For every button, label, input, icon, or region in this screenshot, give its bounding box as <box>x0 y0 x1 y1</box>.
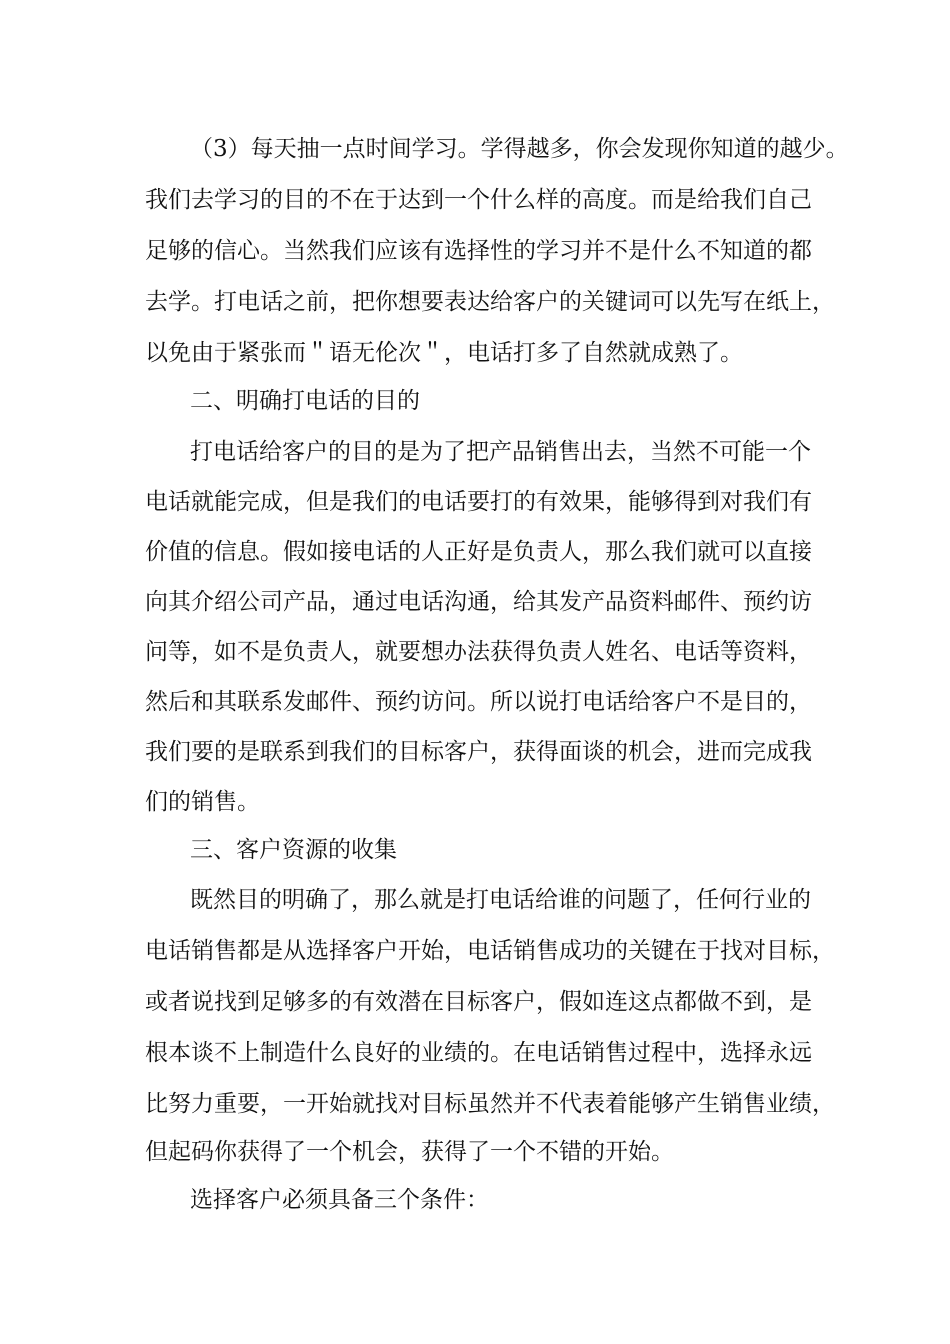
paragraph-line: 或者说找到足够多的有效潜在目标客户，假如连这点都做不到，是 <box>145 989 812 1015</box>
paragraph-line: 根本谈不上制造什么良好的业绩的。在电话销售过程中，选择永远 <box>145 1040 812 1066</box>
paragraph-line: 选择客户必须具备三个条件： <box>190 1187 489 1213</box>
paragraph-line: 电话销售都是从选择客户开始，电话销售成功的关键在于找对目标， <box>145 938 835 964</box>
paragraph-line: 们的销售。 <box>145 789 260 815</box>
paragraph-line: 打电话给客户的目的是为了把产品销售出去，当然不可能一个 <box>190 439 811 465</box>
paragraph-line: （3）每天抽一点时间学习。学得越多，你会发现你知道的越少。 <box>190 136 849 162</box>
paragraph-line: 我们要的是联系到我们的目标客户，获得面谈的机会，进而完成我 <box>145 739 812 765</box>
paragraph-line: 既然目的明确了，那么就是打电话给谁的问题了，任何行业的 <box>190 887 811 913</box>
paragraph-line: 问等，如不是负责人，就要想办法获得负责人姓名、电话等资料， <box>145 639 812 665</box>
paragraph-line: 以免由于紧张而＂语无伦次＂，电话打多了自然就成熟了。 <box>145 340 743 366</box>
section-heading: 三、客户资源的收集 <box>190 837 397 863</box>
paragraph-line: 然后和其联系发邮件、预约访问。所以说打电话给客户不是目的， <box>145 689 812 715</box>
paragraph-line: 比努力重要，一开始就找对目标虽然并不代表着能够产生销售业绩， <box>145 1091 835 1117</box>
paragraph-line: 价值的信息。假如接电话的人正好是负责人，那么我们就可以直接 <box>145 539 812 565</box>
paragraph-line: 向其介绍公司产品，通过电话沟通，给其发产品资料邮件、预约访 <box>145 589 812 615</box>
paragraph-line: 去学。打电话之前，把你想要表达给客户的关键词可以先写在纸上， <box>145 289 835 315</box>
section-heading: 二、明确打电话的目的 <box>190 388 420 414</box>
paragraph-line: 但起码你获得了一个机会，获得了一个不错的开始。 <box>145 1139 674 1165</box>
paragraph-line: 电话就能完成，但是我们的电话要打的有效果，能够得到对我们有 <box>145 489 812 515</box>
paragraph-line: 足够的信心。当然我们应该有选择性的学习并不是什么不知道的都 <box>145 238 812 264</box>
paragraph-line: 我们去学习的目的不在于达到一个什么样的高度。而是给我们自己 <box>145 187 812 213</box>
